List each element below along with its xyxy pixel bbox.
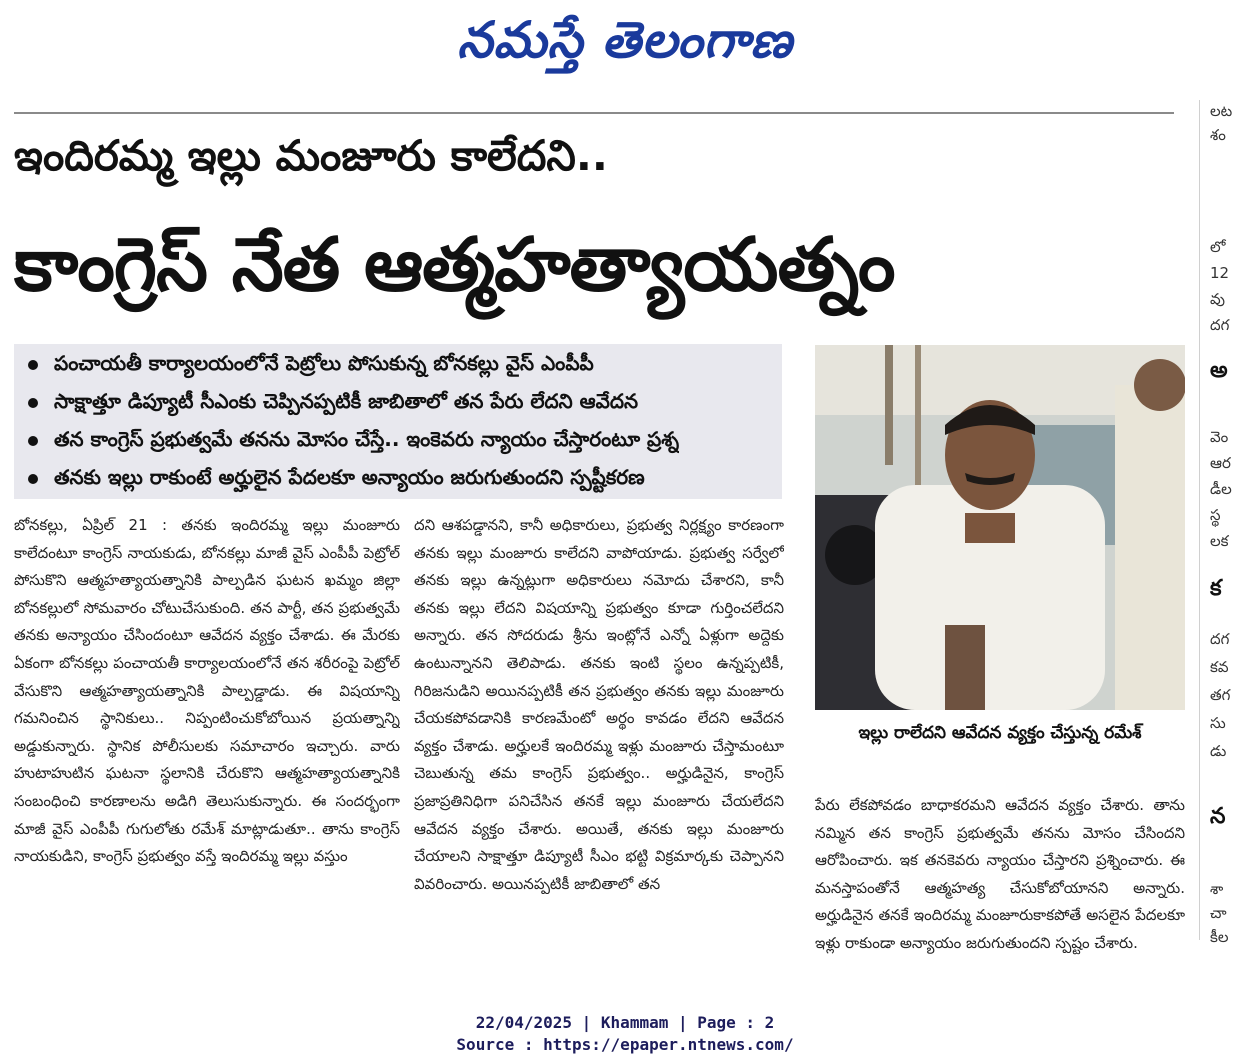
fragment-text: క — [1210, 576, 1222, 601]
adjacent-article-fragment — [1196, 92, 1250, 952]
article-text: దని ఆశపడ్డానని, కానీ అధికారులు, ప్రభుత్వ నిర్లక్ష్యం కారణంగా తనకు ఇల్లు మంజూరు కాలేదని వాపోయాడు. ప్రభుత్వ సర్వేలో తనకు ఇల్లు ఉన్నట్లుగా అధికారులు నమోదు చేశారని, కానీ తనకు ఇల్లు లేదని విషయాన్ని ప్రభుత్వం కూడా గుర్తించలేదని అన్నారు. తన సోదరుడు శ్రీను ఇంట్లోనే ఎన్నో ఏళ్లుగా అద్దెకు ఉంటున్నానని తెలిపాడు. తనకు ఇంటి స్థలం ఉన్నప్పటికీ, గిరిజనుడిని అయినప్పటికీ తన ప్రభుత్వం తనకు ఇల్లు మంజూరు చేయకపోవడానికి కారణమేంటో అర్థం కావడం లేదని ఆవేదన వ్యక్తం చేశాడు. అర్హులకే ఇందిరమ్మ ఇళ్లు మంజూరు చేస్తామంటూ చెబుతున్న తమ కాంగ్రెస్ ప్రభుత్వం.. అర్హుడినైన, కాంగ్రెస్ ప్రజాప్రతినిధిగా పనిచేసిన తనకే ఇల్లు మంజూరు చేయలేదని ఆవేదన వ్యక్తం చేశారు. అయితే, తనకు ఇల్లు మంజూరు చేయాలని సాక్షాత్తూ డిప్యూటీ సీఎం భట్టి విక్రమార్కకు చెప్పానని వివరించారు. అయినప్పటికీ జాబితాలో తన — [414, 516, 784, 893]
fragment-text: న — [1210, 804, 1226, 829]
fragment-text: డు — [1210, 742, 1227, 760]
bullet-icon — [28, 436, 38, 446]
photo-caption: ఇల్లు రాలేదని ఆవేదన వ్యక్తం చేస్తున్న రమేశ్ — [858, 723, 1142, 743]
top-rule — [14, 112, 1174, 114]
news-photo — [815, 345, 1185, 710]
fragment-text: లక — [1210, 532, 1229, 550]
photo-illustration — [815, 345, 1185, 710]
headline-kicker: ఇందిరమ్మ ఇల్లు మంజూరు కాలేదని.. — [14, 131, 608, 180]
highlight-text: సాక్షాత్తూ డిప్యూటీ సీఎంకు చెప్పినప్పటికీ జాబితాలో తన పేరు లేదని ఆవేదన — [54, 388, 639, 413]
bullet-icon — [28, 398, 38, 408]
fragment-text: లో — [1210, 238, 1226, 256]
article-column-1 — [14, 512, 400, 964]
fragment-text: 12 — [1210, 264, 1230, 282]
fragment-text: అ — [1210, 358, 1228, 383]
fragment-text: చా — [1210, 904, 1227, 922]
fragment-text: దగ — [1210, 630, 1230, 648]
footer-source: Source : https://epaper.ntnews.com/ — [456, 1035, 794, 1054]
fragment-text: దగ — [1210, 316, 1230, 334]
highlight-text: తన కాంగ్రెస్ ప్రభుత్వమే తనను మోసం చేస్తే.. ఇంకెవరు న్యాయం చేస్తారంటూ ప్రశ్న — [54, 426, 680, 451]
fragment-text: డీల — [1210, 480, 1232, 498]
fragment-text: శం — [1210, 126, 1226, 144]
bullet-icon — [28, 360, 38, 370]
fragment-text: లట — [1210, 102, 1233, 120]
highlight-text: తనకు ఇల్లు రాకుంటే అర్హులైన పేదలకూ అన్యాయం జరుగుతుందని స్పష్టీకరణ — [54, 464, 645, 489]
fragment-text: తగ — [1210, 686, 1231, 704]
fragment-text: వెం — [1210, 428, 1229, 446]
bullet-icon — [28, 474, 38, 484]
article-column-2 — [414, 512, 784, 964]
fragment-text: స్థ — [1210, 506, 1221, 524]
highlight-item — [14, 384, 782, 422]
fragment-text: కవ — [1210, 658, 1229, 676]
fragment-text: శా — [1210, 880, 1224, 898]
main-headline: కాంగ్రెస్ నేత ఆత్మహత్యాయత్నం — [14, 222, 895, 308]
fragment-text: వు — [1210, 290, 1225, 308]
highlight-item — [14, 422, 782, 460]
fragment-text: కీల — [1210, 928, 1229, 946]
fragment-text: సు — [1210, 714, 1226, 732]
article-column-3 — [815, 792, 1185, 968]
article-text: బోనకల్లు, ఏప్రిల్ 21 : తనకు ఇందిరమ్మ ఇల్లు మంజూరు కాలేదంటూ కాంగ్రెస్ నాయకుడు, బోనకల్లు మాజీ వైస్ ఎంపీపీ పెట్రోల్ పోసుకొని ఆత్మహత్యాయత్నానికి పాల్పడిన ఘటన ఖమ్మం జిల్లా బోనకల్లులో సోమవారం చోటుచేసుకుంది. తన పార్టీ, తన ప్రభుత్వమే తనకు అన్యాయం చేసిందంటూ ఆవేదన వ్యక్తం చేశాడు. ఈ మేరకు ఏకంగా బోనకల్లు పంచాయతీ కార్యాలయంలోనే తన శరీరంపై పెట్రోల్ వేసుకొని ఆత్మహత్యాయత్నానికి పాల్పడ్డాడు. ఈ విషయాన్ని గమనించిన స్థానికులు.. నిప్పంటించుకోబోయిన ప్రయత్నాన్ని అడ్డుకున్నారు. స్థానిక పోలీసులకు సమాచారం ఇచ్చారు. వారు హుటాహుటిన ఘటనా స్థలానికి చేరుకొని ఆత్మహత్యాయత్నానికి సంబంధించి కారణాలను అడిగి తెలుసుకున్నారు. ఈ సందర్భంగా మాజీ వైస్ ఎంపీపీ గుగులోతు రమేశ్ మాట్లాడుతూ.. తాను కాంగ్రెస్ నాయకుడిని, కాంగ్రెస్ ప్రభుత్వం వస్తే ఇందిరమ్మ ఇల్లు వస్తుం — [14, 516, 400, 866]
page-footer — [0, 1012, 1250, 1056]
newspaper-masthead: నమస్తే తెలంగాణ — [457, 11, 793, 69]
highlight-item — [14, 460, 782, 498]
highlight-item — [14, 346, 782, 384]
highlights-box — [14, 344, 782, 499]
fragment-text: ఆర — [1210, 454, 1231, 472]
article-text: పేరు లేకపోవడం బాధాకరమని ఆవేదన వ్యక్తం చేశారు. తాను నమ్మిన తన కాంగ్రెస్ ప్రభుత్వమే తనను మోసం చేసిందని ఆరోపించారు. ఇక తనకెవరు న్యాయం చేస్తారని ప్రశ్నించారు. ఈ మనస్తాపంతోనే ఆత్మహత్య చేసుకోబోయానని అన్నారు. అర్హుడినైన తనకే ఇందిరమ్మ మంజూరుకాకపోతే అసలైన పేదలకూ ఇళ్లు రాకుండా అన్యాయం జరుగుతుందని స్పష్టం చేశారు. — [815, 796, 1185, 952]
footer-dateline: 22/04/2025 | Khammam | Page : 2 — [475, 1013, 775, 1032]
highlight-text: పంచాయతీ కార్యాలయంలోనే పెట్రోలు పోసుకున్న బోనకల్లు వైస్ ఎంపీపీ — [54, 350, 594, 375]
